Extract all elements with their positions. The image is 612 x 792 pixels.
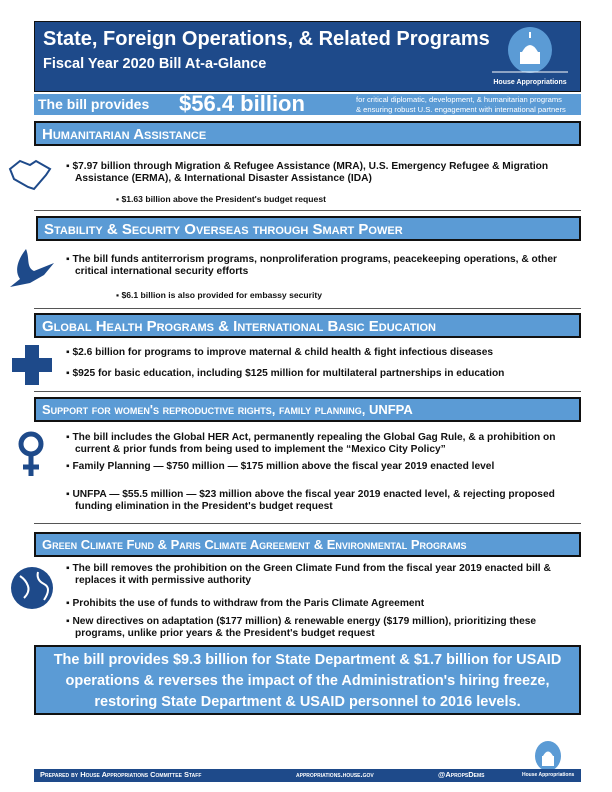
female-symbol-icon xyxy=(16,430,46,480)
banner-detail-2: & ensuring robust U.S. engagement with international partners xyxy=(356,105,566,114)
globe-icon xyxy=(10,566,54,610)
section-header-global-health: Global Health Programs & International Basic Education xyxy=(34,313,581,338)
banner-lead: The bill provides xyxy=(38,96,150,112)
divider xyxy=(34,308,581,309)
bullet: ▪ New directives on adaptation ($177 million) & renewable energy ($179 million), prioritizing these programs, unlike prior years & the President's budget request xyxy=(66,616,586,640)
bullet: ▪ The bill removes the prohibition on the Green Climate Fund from the fiscal year 2019 enacted bill & replaces it with permissive authority xyxy=(66,563,586,587)
bullet: ▪ Family Planning — $750 million — $175 million above the fiscal year 2019 enacted level xyxy=(66,461,586,473)
divider xyxy=(34,523,581,524)
bullet: ▪ UNFPA — $55.5 million — $23 million above the fiscal year 2019 enacted level, & rejecting proposed funding elimination in the President's budget request xyxy=(66,489,586,513)
sub-bullet: ▪ $1.63 billion above the President's budget request xyxy=(116,194,326,204)
medical-cross-icon xyxy=(12,345,52,385)
header xyxy=(34,21,581,92)
funding-banner xyxy=(34,91,581,116)
website-link[interactable]: appropriations.house.gov xyxy=(296,770,374,779)
page-subtitle: Fiscal Year 2020 Bill At-a-Glance xyxy=(43,56,267,72)
page-title: State, Foreign Operations, & Related Programs xyxy=(43,28,490,50)
banner-detail-1: for critical diplomatic, development, & humanitarian programs xyxy=(356,95,562,104)
banner-detail xyxy=(356,95,581,115)
divider xyxy=(34,210,581,211)
section-header-climate: Green Climate Fund & Paris Climate Agreement & Environmental Programs xyxy=(34,532,581,557)
footer xyxy=(34,769,581,782)
bullet: ▪ $925 for basic education, including $125 million for multilateral partnerships in education xyxy=(66,368,586,380)
capitol-logo-icon xyxy=(490,26,570,88)
bullet: ▪ Prohibits the use of funds to withdraw from the Paris Climate Agreement xyxy=(66,598,586,610)
bullet: ▪ $7.97 billion through Migration & Refugee Assistance (MRA), U.S. Emergency Refugee & Migration Assistance (ERMA), & International Disaster Assistance (IDA) xyxy=(66,161,586,185)
svg-text:House Appropriations: House Appropriations xyxy=(493,79,567,86)
divider xyxy=(34,391,581,392)
banner-amount: $56.4 billion xyxy=(179,91,305,116)
social-handle[interactable]: @ApropsDems xyxy=(438,770,485,779)
section-header-humanitarian: Humanitarian Assistance xyxy=(34,121,581,146)
summary-box: The bill provides $9.3 billion for State Department & $1.7 billion for USAID operations & reverses the impact of the Administration's hiring freeze, restoring State Department & USAID personnel to 2016 levels. xyxy=(34,645,581,715)
bullet: ▪ The bill includes the Global HER Act, permanently repealing the Global Gag Rule, & a prohibition on current & prior funds from being used to implement the “Mexico City Policy” xyxy=(66,432,586,456)
sub-bullet: ▪ $6.1 billion is also provided for embassy security xyxy=(116,290,322,300)
dove-icon xyxy=(8,247,58,289)
prepared-by: Prepared by House Appropriations Committee Staff xyxy=(40,770,202,779)
section-header-reproductive-rights: Support for women's reproductive rights, family planning, UNFPA xyxy=(34,397,581,422)
handshake-icon xyxy=(8,157,54,191)
bullet: ▪ The bill funds antiterrorism programs, nonproliferation programs, peacekeeping operations, & other critical international security efforts xyxy=(66,254,586,278)
bullet: ▪ $2.6 billion for programs to improve maternal & child health & fight infectious diseases xyxy=(66,347,586,359)
section-header-stability: Stability & Security Overseas through Smart Power xyxy=(36,216,581,241)
footer-logo-text: House Appropriations xyxy=(522,772,575,778)
